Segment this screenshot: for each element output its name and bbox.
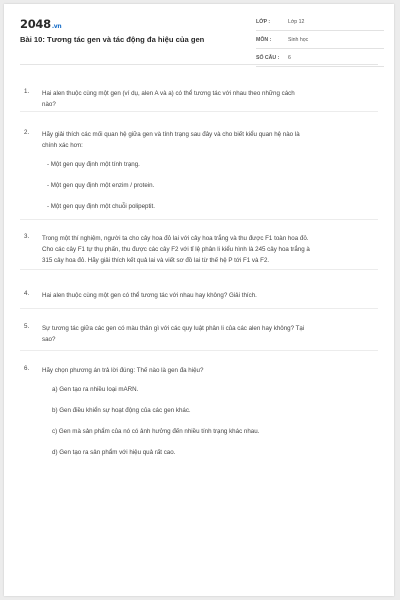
meta-value: Lớp 12 <box>288 19 305 25</box>
question-number: 6. <box>24 365 30 372</box>
meta-row-class <box>256 16 384 31</box>
question-line: Hai alen thuộc cùng một gen có thể tương tác với nhau hay không? Giải thích. <box>42 292 257 299</box>
question-divider <box>20 308 378 309</box>
header-divider <box>20 64 378 65</box>
question-divider <box>20 269 378 270</box>
answer-option[interactable]: c) Gen mà sản phẩm của nó có ảnh hưởng đến nhiều tính trạng khác nhau. <box>52 428 260 435</box>
meta-table <box>256 16 384 70</box>
question-divider <box>20 350 378 351</box>
question-line: chính xác hơn: <box>42 142 83 149</box>
sub-item: - Một gen quy định một enzim / protein. <box>47 182 155 189</box>
question-line: Trong một thí nghiệm, người ta cho cây hoa đỏ lai với cây hoa trắng và thu được F1 toàn hoa đỏ. <box>42 235 309 242</box>
question-divider <box>20 111 378 112</box>
site-logo[interactable] <box>20 17 61 31</box>
question-number: 2. <box>24 129 30 136</box>
question-number: 1. <box>24 88 30 95</box>
question-line: nào? <box>42 101 56 108</box>
logo-tld: .vn <box>51 23 62 30</box>
header <box>4 4 394 66</box>
meta-row-subject <box>256 34 384 49</box>
answer-option[interactable]: d) Gen tạo ra sản phẩm với hiệu quả rất cao. <box>52 449 176 456</box>
question-line: sao? <box>42 336 56 343</box>
answer-option[interactable]: a) Gen tạo ra nhiều loại mARN. <box>52 386 139 393</box>
answer-option[interactable]: b) Gen điều khiển sự hoạt động của các gen khác. <box>52 407 191 414</box>
question-line: Hãy chọn phương án trả lời đúng: Thế nào là gen đa hiệu? <box>42 367 204 374</box>
meta-label: MÔN : <box>256 37 272 43</box>
question-line: Cho các cây F1 tự thụ phấn, thu được các cây F2 với tỉ lệ phân li kiểu hình là 245 cây hoa trắng à <box>42 246 310 253</box>
question-number: 5. <box>24 323 30 330</box>
page-title: Bài 10: Tương tác gen và tác động đa hiệu của gen <box>20 35 205 44</box>
question-number: 3. <box>24 233 30 240</box>
meta-label: SỐ CÂU : <box>256 55 280 61</box>
question-divider <box>20 219 378 220</box>
question-line: Hãy giải thích các mối quan hệ giữa gen và tính trạng sau đây và cho biết kiểu quan hệ nào là <box>42 131 300 138</box>
question-line: 315 cây hoa đỏ. Hãy giải thích kết quả lai và viết sơ đồ lai từ thế hệ P tới F1 và F2. <box>42 257 270 264</box>
question-line: Hai alen thuộc cùng một gen (ví dụ, alen A và a) có thể tương tác với nhau theo những cách <box>42 90 295 97</box>
meta-value: 6 <box>288 55 291 61</box>
question-line: Sự tương tác giữa các gen có màu thân gì với các quy luật phân li của các alen hay không? Tại <box>42 325 305 332</box>
logo-main: 2048 <box>20 17 51 31</box>
sub-item: - Một gen quy định một chuỗi polipeptit. <box>47 203 156 210</box>
meta-value: Sinh học <box>288 37 309 43</box>
question-number: 4. <box>24 290 30 297</box>
worksheet-page <box>4 4 394 596</box>
sub-item: - Một gen quy định một tính trạng. <box>47 161 140 168</box>
meta-label: LỚP : <box>256 19 271 25</box>
